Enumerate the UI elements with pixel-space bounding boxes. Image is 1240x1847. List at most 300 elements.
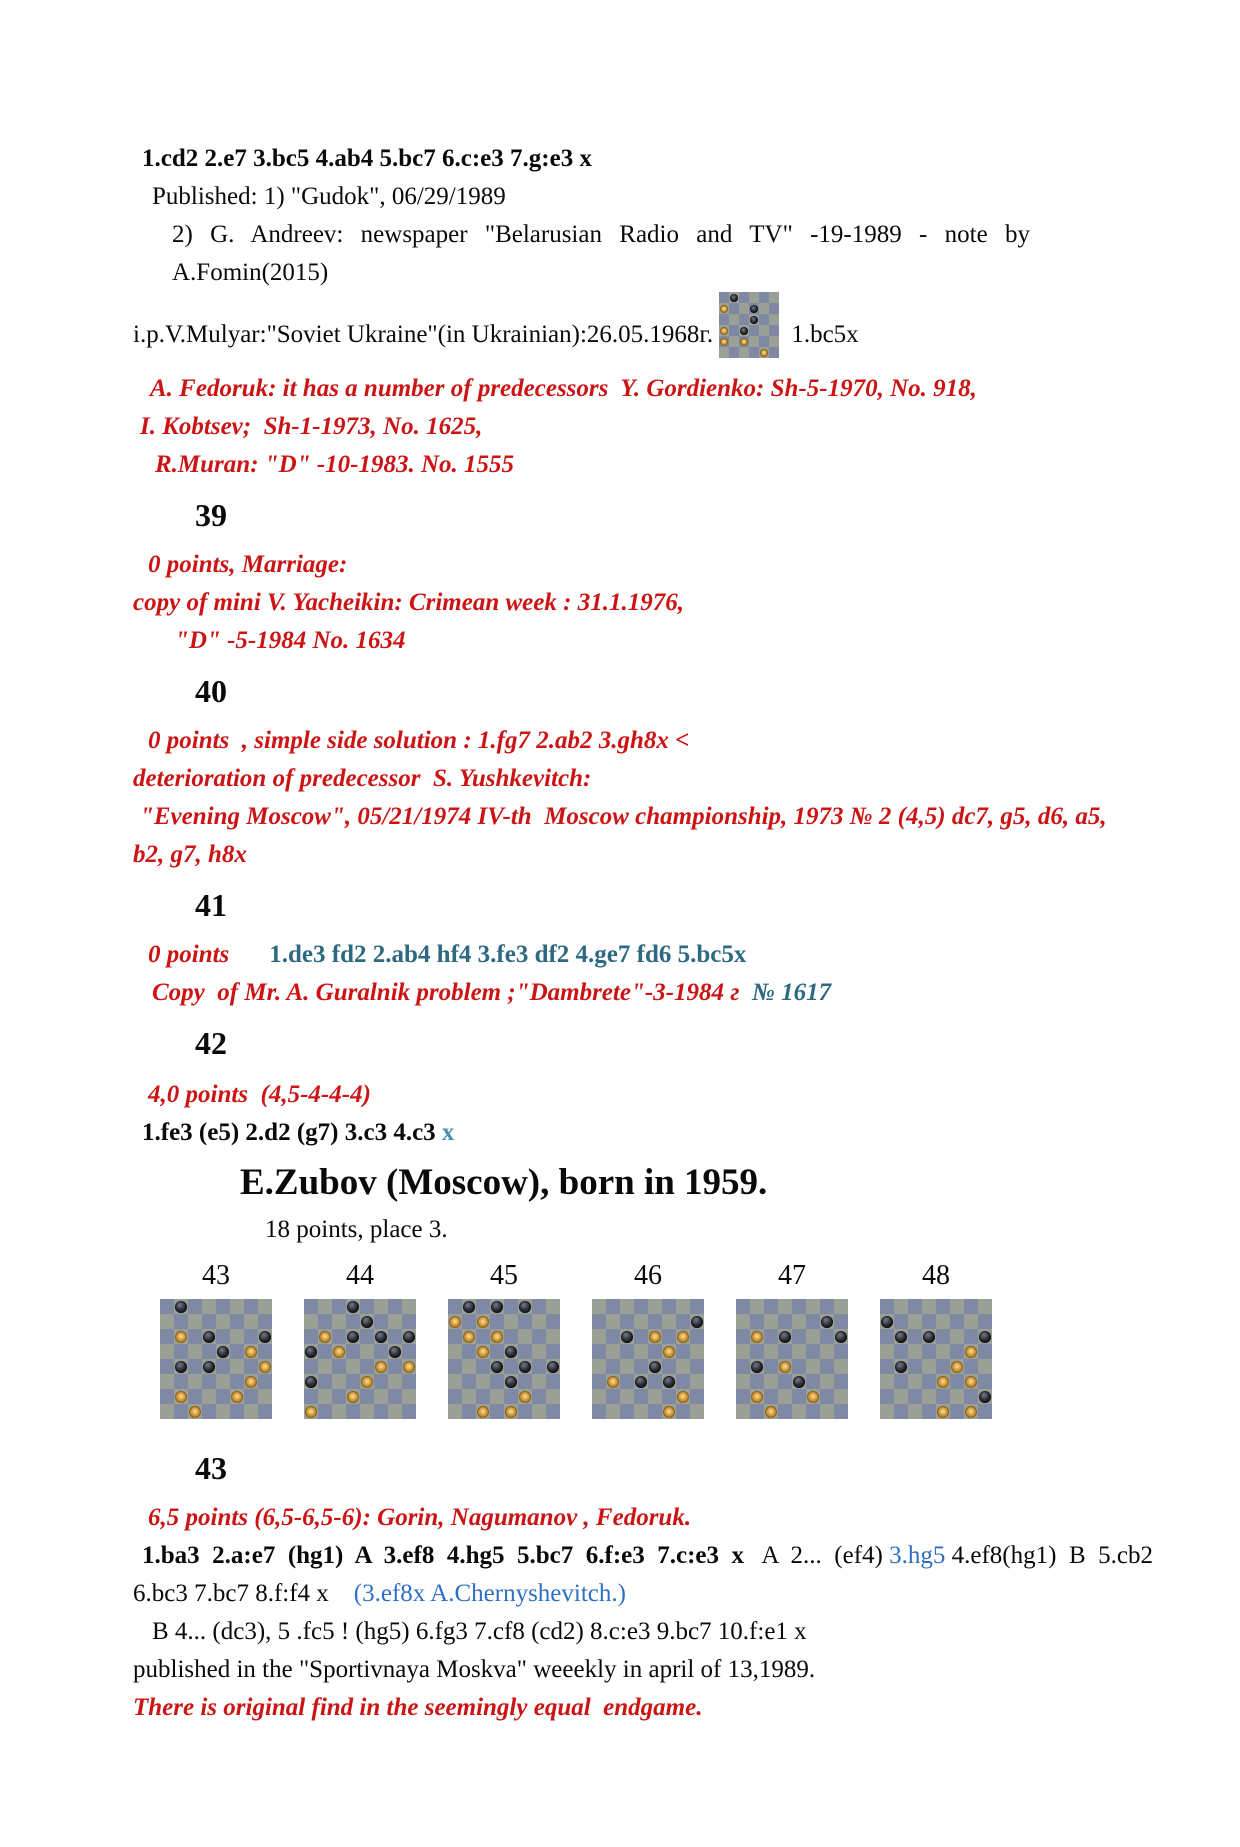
white-piece bbox=[740, 338, 748, 346]
board-square bbox=[230, 1404, 244, 1419]
board-square bbox=[729, 303, 739, 314]
board-square bbox=[964, 1329, 978, 1344]
board-square bbox=[634, 1389, 648, 1404]
board-square bbox=[476, 1329, 490, 1344]
board-square bbox=[216, 1404, 230, 1419]
board-square bbox=[360, 1389, 374, 1404]
section-43-sol-bold: 1.ba3 2.a:e7 (hg1) A 3.ef8 4.hg5 5.bc7 6.f:e3 7.c:e3 x bbox=[142, 1542, 745, 1569]
section-41-heading: 41 bbox=[195, 887, 227, 923]
board-square bbox=[318, 1314, 332, 1329]
white-piece bbox=[245, 1376, 257, 1388]
board-square bbox=[690, 1299, 704, 1314]
board-square bbox=[950, 1329, 964, 1344]
board-square bbox=[402, 1404, 416, 1419]
board-square bbox=[518, 1344, 532, 1359]
board-square bbox=[749, 336, 759, 347]
published-2-text: 2) G. Andreev: newspaper "Belarusian Radio and TV" -19-1989 - note by A.Fomin(2015) bbox=[172, 221, 1030, 286]
black-piece bbox=[979, 1331, 991, 1343]
board-square bbox=[950, 1314, 964, 1329]
diagram-number: 47 bbox=[778, 1260, 806, 1291]
board-square bbox=[922, 1374, 936, 1389]
white-piece bbox=[607, 1376, 619, 1388]
board-square bbox=[202, 1389, 216, 1404]
black-piece bbox=[649, 1361, 661, 1373]
board-square bbox=[518, 1329, 532, 1344]
black-piece bbox=[505, 1346, 517, 1358]
board-square bbox=[936, 1359, 950, 1374]
board-square bbox=[230, 1314, 244, 1329]
board-square bbox=[936, 1299, 950, 1314]
section-43-sol-blue-2: (3.ef8x A.Chernyshevitch.) bbox=[353, 1580, 626, 1607]
section-40-line-1: 0 points , simple side solution : 1.fg7 2.ab2 3.gh8x < bbox=[148, 727, 690, 754]
diagram-number: 48 bbox=[922, 1260, 950, 1291]
board-square bbox=[332, 1374, 346, 1389]
white-piece bbox=[319, 1331, 331, 1343]
board-square bbox=[546, 1314, 560, 1329]
board-square bbox=[778, 1404, 792, 1419]
board-square bbox=[769, 347, 779, 358]
board-square bbox=[388, 1314, 402, 1329]
black-piece bbox=[203, 1331, 215, 1343]
board-square bbox=[402, 1344, 416, 1359]
black-piece bbox=[305, 1346, 317, 1358]
board-square bbox=[620, 1374, 634, 1389]
section-43-sol-line2: 6.bc3 7.bc7 8.f:f4 x bbox=[133, 1580, 354, 1607]
board-square bbox=[894, 1404, 908, 1419]
board-square bbox=[894, 1314, 908, 1329]
board-square bbox=[188, 1389, 202, 1404]
board-square bbox=[769, 314, 779, 325]
board-square bbox=[360, 1404, 374, 1419]
board-square bbox=[258, 1299, 272, 1314]
board-square bbox=[739, 347, 749, 358]
board-square bbox=[546, 1329, 560, 1344]
board-square bbox=[880, 1374, 894, 1389]
board-square bbox=[258, 1314, 272, 1329]
board-square bbox=[820, 1389, 834, 1404]
board-square bbox=[216, 1374, 230, 1389]
mulyar-text: i.p.V.Mulyar:"Soviet Ukraine"(in Ukrainian):26.05.1968г. bbox=[133, 321, 714, 348]
board-square bbox=[820, 1299, 834, 1314]
board-square bbox=[880, 1359, 894, 1374]
section-43-final-note: There is original find in the seemingly equal endgame. bbox=[133, 1694, 703, 1721]
intro-moves-line bbox=[142, 140, 1240, 178]
board-square bbox=[532, 1329, 546, 1344]
board-square bbox=[174, 1314, 188, 1329]
black-piece bbox=[505, 1376, 517, 1388]
board-square bbox=[304, 1314, 318, 1329]
board-square bbox=[546, 1389, 560, 1404]
board-square bbox=[216, 1329, 230, 1344]
board-square bbox=[606, 1359, 620, 1374]
white-piece bbox=[189, 1406, 201, 1418]
board-square bbox=[662, 1389, 676, 1404]
board-square bbox=[606, 1404, 620, 1419]
board-square bbox=[792, 1314, 806, 1329]
black-piece bbox=[621, 1331, 633, 1343]
board-square bbox=[388, 1299, 402, 1314]
section-39-line-3: "D" -5-1984 No. 1634 bbox=[175, 627, 406, 654]
board-square bbox=[676, 1359, 690, 1374]
board-square bbox=[778, 1344, 792, 1359]
board-square bbox=[532, 1389, 546, 1404]
section-42-moves-x: x bbox=[441, 1119, 455, 1146]
board-square bbox=[504, 1359, 518, 1374]
white-piece bbox=[477, 1406, 489, 1418]
white-piece bbox=[720, 327, 728, 335]
board-square bbox=[759, 325, 769, 336]
board-square bbox=[318, 1389, 332, 1404]
white-piece bbox=[259, 1361, 271, 1373]
white-piece bbox=[231, 1391, 243, 1403]
section-39-line-1: 0 points, Marriage: bbox=[148, 551, 348, 578]
board-square bbox=[648, 1374, 662, 1389]
board-square bbox=[922, 1404, 936, 1419]
black-piece bbox=[635, 1376, 647, 1388]
board-square bbox=[964, 1359, 978, 1374]
board-square bbox=[476, 1374, 490, 1389]
white-piece bbox=[751, 1391, 763, 1403]
board-square bbox=[592, 1299, 606, 1314]
board-square bbox=[188, 1314, 202, 1329]
board-square bbox=[764, 1329, 778, 1344]
board-square bbox=[736, 1389, 750, 1404]
board-square bbox=[729, 325, 739, 336]
board-square bbox=[188, 1374, 202, 1389]
board-square bbox=[834, 1344, 848, 1359]
board-square bbox=[750, 1374, 764, 1389]
white-piece bbox=[347, 1391, 359, 1403]
board-square bbox=[978, 1299, 992, 1314]
section-41-copy-line bbox=[152, 974, 1240, 1012]
board-square bbox=[690, 1344, 704, 1359]
board-square bbox=[690, 1389, 704, 1404]
board-square bbox=[360, 1344, 374, 1359]
white-piece bbox=[305, 1406, 317, 1418]
board-square bbox=[739, 314, 749, 325]
board-square bbox=[360, 1299, 374, 1314]
diagram-number: 43 bbox=[202, 1260, 230, 1291]
black-piece bbox=[835, 1331, 847, 1343]
white-piece bbox=[175, 1391, 187, 1403]
section-43-heading: 43 bbox=[195, 1450, 227, 1486]
board-square bbox=[462, 1359, 476, 1374]
board-square bbox=[504, 1329, 518, 1344]
board-square bbox=[402, 1389, 416, 1404]
board-square bbox=[332, 1359, 346, 1374]
white-piece bbox=[245, 1346, 257, 1358]
predecessors-1-text: A. Fedoruk: it has a number of predecessors Y. Gordienko: Sh-5-1970, No. 918, bbox=[150, 375, 977, 402]
board-square bbox=[374, 1374, 388, 1389]
board-square bbox=[606, 1314, 620, 1329]
board-square bbox=[676, 1314, 690, 1329]
board-square bbox=[346, 1374, 360, 1389]
board-square bbox=[936, 1344, 950, 1359]
board-square bbox=[258, 1404, 272, 1419]
board-square bbox=[764, 1374, 778, 1389]
diagram-48 bbox=[880, 1256, 992, 1419]
board-square bbox=[592, 1389, 606, 1404]
board-square bbox=[634, 1314, 648, 1329]
board-square bbox=[318, 1404, 332, 1419]
board-square bbox=[769, 292, 779, 303]
board-square bbox=[759, 314, 769, 325]
board-square bbox=[490, 1404, 504, 1419]
board-square bbox=[964, 1314, 978, 1329]
board-square bbox=[820, 1404, 834, 1419]
board-square bbox=[880, 1329, 894, 1344]
board-square bbox=[332, 1329, 346, 1344]
board-square bbox=[662, 1299, 676, 1314]
board-square bbox=[676, 1299, 690, 1314]
board-square bbox=[546, 1299, 560, 1314]
board-square bbox=[216, 1389, 230, 1404]
board-square bbox=[922, 1389, 936, 1404]
checkers-board bbox=[304, 1299, 416, 1419]
board-square bbox=[216, 1299, 230, 1314]
board-square bbox=[806, 1344, 820, 1359]
white-piece bbox=[333, 1346, 345, 1358]
white-piece bbox=[937, 1406, 949, 1418]
board-square bbox=[244, 1329, 258, 1344]
board-square bbox=[964, 1389, 978, 1404]
board-square bbox=[518, 1374, 532, 1389]
board-square bbox=[834, 1359, 848, 1374]
section-40-line-4: b2, g7, h8x bbox=[133, 841, 247, 868]
board-square bbox=[532, 1404, 546, 1419]
board-square bbox=[620, 1344, 634, 1359]
white-piece bbox=[751, 1331, 763, 1343]
board-square bbox=[739, 292, 749, 303]
black-piece bbox=[663, 1376, 675, 1388]
board-square bbox=[908, 1359, 922, 1374]
section-43-solution-line-1 bbox=[142, 1537, 1240, 1575]
board-square bbox=[318, 1344, 332, 1359]
board-square bbox=[374, 1344, 388, 1359]
board-square bbox=[160, 1389, 174, 1404]
board-square bbox=[258, 1344, 272, 1359]
black-piece bbox=[793, 1376, 805, 1388]
board-square bbox=[188, 1299, 202, 1314]
board-square bbox=[750, 1344, 764, 1359]
diagram-46 bbox=[592, 1256, 704, 1419]
board-square bbox=[448, 1389, 462, 1404]
board-square bbox=[230, 1344, 244, 1359]
white-piece bbox=[361, 1376, 373, 1388]
board-square bbox=[634, 1329, 648, 1344]
board-square bbox=[402, 1374, 416, 1389]
board-square bbox=[244, 1299, 258, 1314]
board-square bbox=[676, 1344, 690, 1359]
diagram-number: 46 bbox=[634, 1260, 662, 1291]
board-square bbox=[792, 1359, 806, 1374]
board-square bbox=[546, 1374, 560, 1389]
section-42-moves-line bbox=[142, 1114, 1240, 1152]
section-41-copy-text: Copy of Mr. A. Guralnik problem ;"Dambrete"-3-1984 г bbox=[152, 979, 752, 1006]
board-square bbox=[448, 1299, 462, 1314]
board-square bbox=[592, 1359, 606, 1374]
section-43-sol-blue-1: 3.hg5 bbox=[889, 1542, 946, 1569]
board-square bbox=[402, 1314, 416, 1329]
board-square bbox=[606, 1389, 620, 1404]
black-piece bbox=[491, 1301, 503, 1313]
board-square bbox=[662, 1359, 676, 1374]
black-piece bbox=[361, 1316, 373, 1328]
checkers-board bbox=[592, 1299, 704, 1419]
board-square bbox=[606, 1299, 620, 1314]
board-square bbox=[160, 1314, 174, 1329]
predecessors-2-text: I. Kobtsev; Sh-1-1973, No. 1625, bbox=[140, 413, 483, 440]
black-piece bbox=[259, 1331, 271, 1343]
board-square bbox=[346, 1344, 360, 1359]
section-43-sol-a2: 4.ef8(hg1) B 5.cb2 bbox=[945, 1542, 1153, 1569]
board-square bbox=[448, 1374, 462, 1389]
board-square bbox=[880, 1344, 894, 1359]
board-square bbox=[764, 1299, 778, 1314]
board-square bbox=[792, 1299, 806, 1314]
board-square bbox=[160, 1299, 174, 1314]
board-square bbox=[690, 1374, 704, 1389]
board-square bbox=[908, 1314, 922, 1329]
board-square bbox=[749, 325, 759, 336]
board-square bbox=[936, 1329, 950, 1344]
board-square bbox=[978, 1344, 992, 1359]
board-square bbox=[764, 1314, 778, 1329]
diagram-45 bbox=[448, 1256, 560, 1419]
board-square bbox=[922, 1344, 936, 1359]
board-square bbox=[750, 1404, 764, 1419]
white-piece bbox=[477, 1316, 489, 1328]
board-square bbox=[504, 1299, 518, 1314]
board-square bbox=[202, 1299, 216, 1314]
section-42-points: 4,0 points (4,5-4-4-4) bbox=[148, 1081, 371, 1108]
board-square bbox=[950, 1389, 964, 1404]
section-41-solution-line bbox=[148, 936, 1240, 974]
predecessors-line-2 bbox=[140, 408, 1240, 446]
board-square bbox=[174, 1344, 188, 1359]
board-square bbox=[964, 1299, 978, 1314]
black-piece bbox=[203, 1361, 215, 1373]
white-piece bbox=[965, 1376, 977, 1388]
zubov-subtitle: 18 points, place 3. bbox=[265, 1216, 448, 1243]
board-square bbox=[749, 292, 759, 303]
diagram-number: 45 bbox=[490, 1260, 518, 1291]
checkers-board bbox=[719, 292, 779, 358]
black-piece bbox=[895, 1331, 907, 1343]
board-square bbox=[894, 1389, 908, 1404]
board-square bbox=[719, 347, 729, 358]
section-43-published-line: published in the "Sportivnaya Moskva" weeekly in april of 13,1989. bbox=[133, 1656, 816, 1683]
board-square bbox=[978, 1404, 992, 1419]
board-square bbox=[216, 1359, 230, 1374]
board-square bbox=[504, 1314, 518, 1329]
board-square bbox=[476, 1389, 490, 1404]
section-40-line-2: deterioration of predecessor S. Yushkevitch: bbox=[133, 765, 592, 792]
white-piece bbox=[965, 1346, 977, 1358]
board-square bbox=[950, 1344, 964, 1359]
board-square bbox=[894, 1374, 908, 1389]
board-square bbox=[402, 1299, 416, 1314]
board-square bbox=[908, 1389, 922, 1404]
section-43-sol-a1: A 2... (ef4) bbox=[744, 1542, 890, 1569]
board-square bbox=[160, 1344, 174, 1359]
board-square bbox=[606, 1344, 620, 1359]
white-piece bbox=[677, 1331, 689, 1343]
board-square bbox=[634, 1404, 648, 1419]
board-square bbox=[592, 1344, 606, 1359]
predecessors-3-text: R.Muran: "D" -10-1983. No. 1555 bbox=[155, 451, 515, 478]
board-square bbox=[244, 1404, 258, 1419]
section-43-solution-line-2 bbox=[133, 1575, 1240, 1613]
board-square bbox=[922, 1359, 936, 1374]
white-piece bbox=[663, 1406, 675, 1418]
board-square bbox=[736, 1344, 750, 1359]
white-piece bbox=[463, 1331, 475, 1343]
white-piece bbox=[477, 1346, 489, 1358]
board-square bbox=[894, 1344, 908, 1359]
board-square bbox=[388, 1404, 402, 1419]
section-40-line-3: "Evening Moscow", 05/21/1974 IV-th Moscow championship, 1973 № 2 (4,5) dc7, g5, d6, a5, bbox=[140, 803, 1107, 830]
board-square bbox=[160, 1374, 174, 1389]
board-square bbox=[764, 1344, 778, 1359]
board-square bbox=[648, 1389, 662, 1404]
section-43-points-line: 6,5 points (6,5-6,5-6): Gorin, Nagumanov , Fedoruk. bbox=[148, 1504, 692, 1531]
black-piece bbox=[463, 1301, 475, 1313]
board-square bbox=[346, 1359, 360, 1374]
board-square bbox=[806, 1359, 820, 1374]
section-41-copy-number: № 1617 bbox=[751, 979, 832, 1006]
board-square bbox=[769, 303, 779, 314]
board-square bbox=[160, 1359, 174, 1374]
board-square bbox=[202, 1404, 216, 1419]
black-piece bbox=[403, 1331, 415, 1343]
board-square bbox=[188, 1344, 202, 1359]
board-square bbox=[360, 1359, 374, 1374]
board-square bbox=[736, 1299, 750, 1314]
board-square bbox=[388, 1359, 402, 1374]
board-square bbox=[230, 1299, 244, 1314]
board-square bbox=[820, 1374, 834, 1389]
board-square bbox=[749, 347, 759, 358]
board-square bbox=[759, 292, 769, 303]
board-square bbox=[258, 1389, 272, 1404]
board-square bbox=[792, 1329, 806, 1344]
board-square bbox=[230, 1329, 244, 1344]
board-square bbox=[374, 1404, 388, 1419]
board-square bbox=[719, 314, 729, 325]
white-piece bbox=[720, 305, 728, 313]
board-square bbox=[388, 1329, 402, 1344]
board-square bbox=[230, 1374, 244, 1389]
board-square bbox=[532, 1314, 546, 1329]
board-square bbox=[950, 1404, 964, 1419]
board-square bbox=[532, 1344, 546, 1359]
board-square bbox=[244, 1359, 258, 1374]
white-piece bbox=[760, 349, 768, 357]
checkers-board bbox=[448, 1299, 560, 1419]
board-square bbox=[908, 1344, 922, 1359]
white-piece bbox=[765, 1406, 777, 1418]
board-square bbox=[202, 1344, 216, 1359]
section-42-heading: 42 bbox=[195, 1025, 227, 1061]
black-piece bbox=[519, 1361, 531, 1373]
board-square bbox=[676, 1404, 690, 1419]
white-piece bbox=[505, 1406, 517, 1418]
board-square bbox=[729, 336, 739, 347]
board-square bbox=[462, 1314, 476, 1329]
board-square bbox=[834, 1404, 848, 1419]
board-square bbox=[950, 1299, 964, 1314]
